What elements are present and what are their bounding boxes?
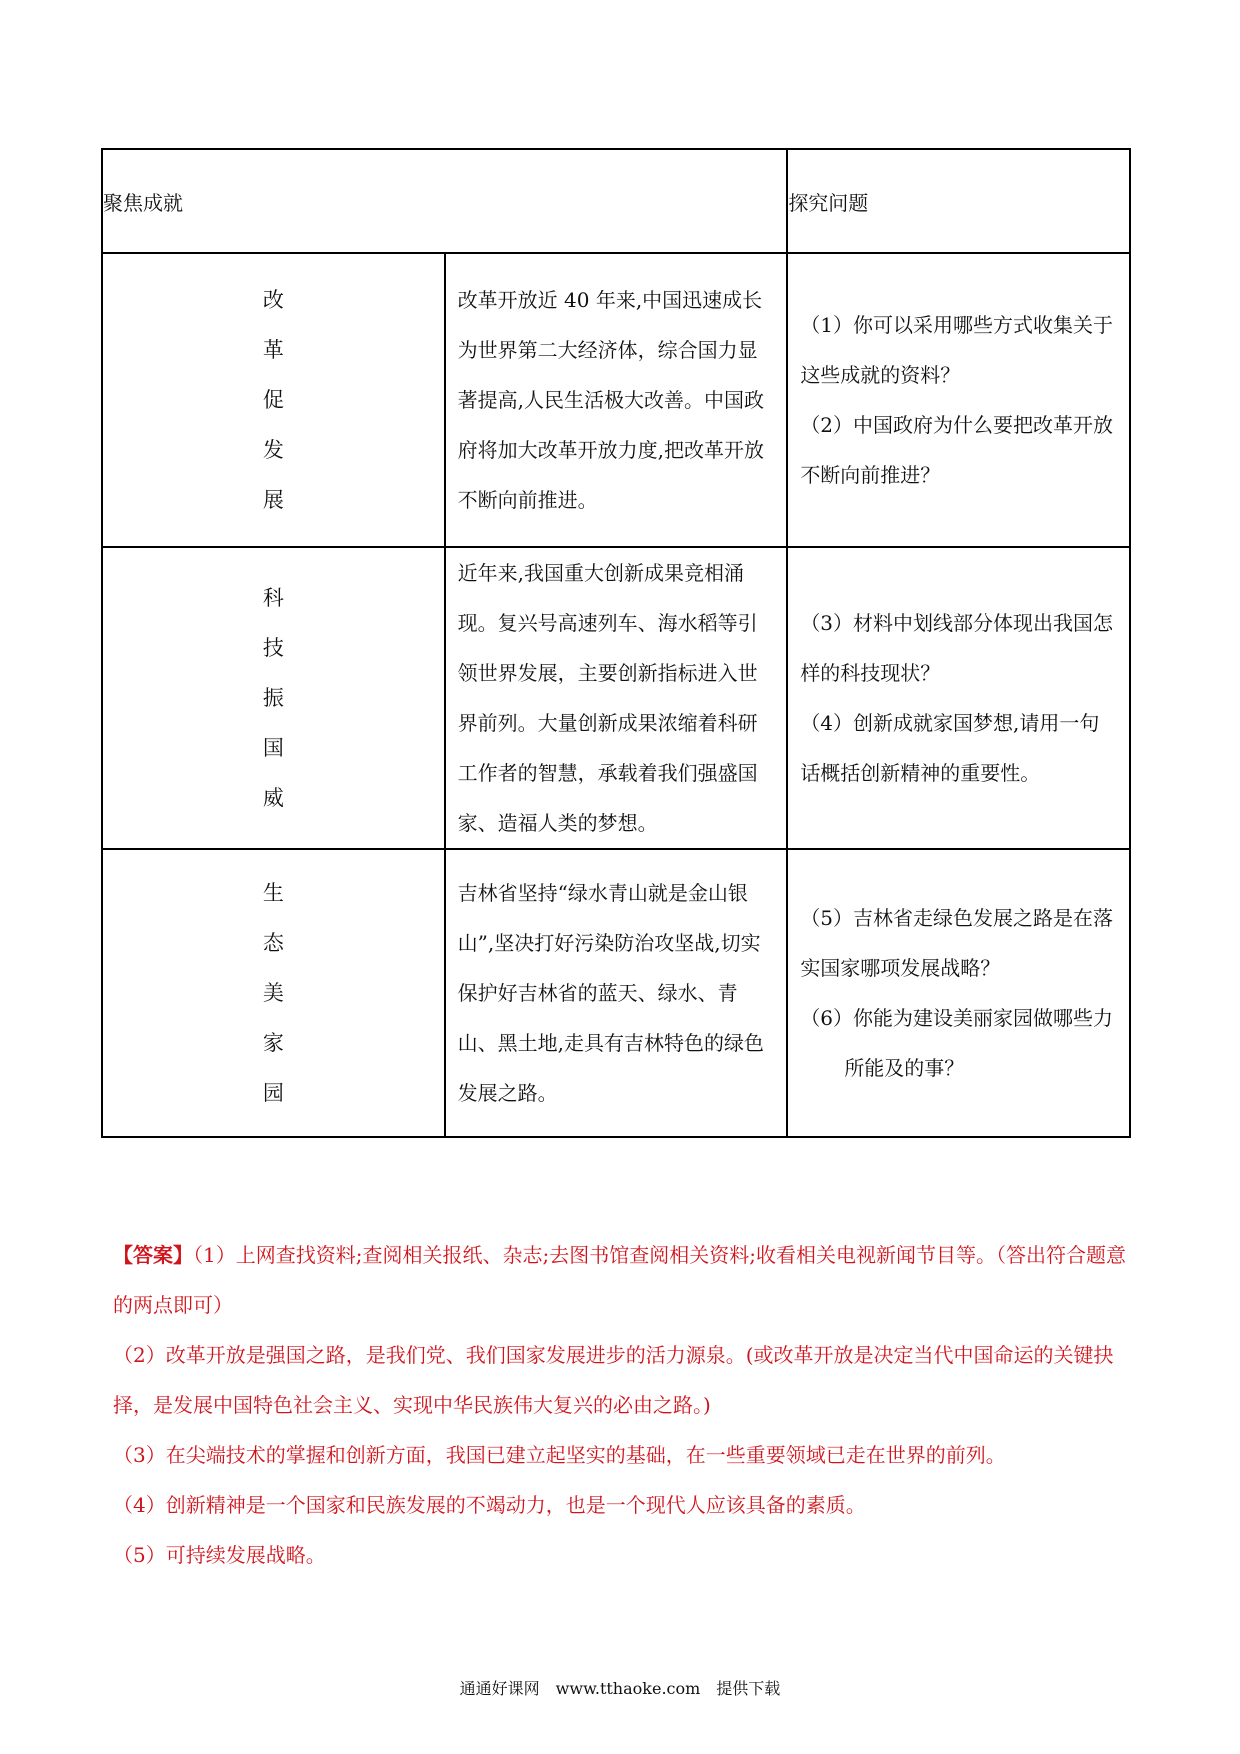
page-footer: 通通好课网 www.tthaoke.com 提供下载: [459, 1679, 781, 1698]
answer-label: 【答案】: [113, 1243, 193, 1267]
row-questions: （5）吉林省走绿色发展之路是在落实国家哪项发展战略？ （6）你能为建设美丽家园做哪些力 所能及的事？: [787, 849, 1130, 1137]
row-material: 改革开放近 40 年来,中国迅速成长为世界第二大经济体，综合国力显著提高,人民生活极大改善。中国政府将加大改革开放力度,把改革开放不断向前推进。: [445, 253, 788, 547]
row-material: 吉林省坚持“绿水青山就是金山银山”,坚决打好污染防治攻坚战,切实保护好吉林省的蓝天、绿水、青山、黑土地,走具有吉林特色的绿色发展之路。: [445, 849, 788, 1137]
row-topic: 生 态 美 家 园: [102, 849, 445, 1137]
header-focus-achievements: 聚焦成就: [102, 149, 787, 253]
answer-section: [113, 1230, 1143, 1580]
row-questions: （3）材料中划线部分体现出我国怎样的科技现状？ （4）创新成就家国梦想,请用一句话概括创新精神的重要性。: [787, 547, 1130, 849]
answer-item: （2）改革开放是强国之路，是我们党、我们国家发展进步的活力源泉。(或改革开放是决定当代中国命运的关键抉择，是发展中国特色社会主义、实现中华民族伟大复兴的必由之路。): [113, 1343, 1114, 1417]
table-row: [102, 253, 1130, 547]
answer-item: （5）可持续发展战略。: [113, 1543, 326, 1567]
table-row: [102, 547, 1130, 849]
table-row: [102, 849, 1130, 1137]
row-topic: 科 技 振 国 威: [102, 547, 445, 849]
row-material: 近年来,我国重大创新成果竞相涌现。复兴号高速列车、海水稻等引领世界发展，主要创新指标进入世界前列。大量创新成果浓缩着科研工作者的智慧，承载着我们强盛国家、造福人类的梦想。: [445, 547, 788, 849]
header-inquiry-questions: 探究问题: [787, 149, 1130, 253]
row-topic: 改 革 促 发 展: [102, 253, 445, 547]
table-header-row: [102, 149, 1130, 253]
achievements-table: [101, 148, 1131, 1138]
row-questions: （1）你可以采用哪些方式收集关于这些成就的资料？ （2）中国政府为什么要把改革开放不断向前推进？: [787, 253, 1130, 547]
answer-item: （3）在尖端技术的掌握和创新方面，我国已建立起坚实的基础，在一些重要领域已走在世界的前列。: [113, 1443, 1006, 1467]
answer-item: 【答案】（1）上网查找资料;查阅相关报纸、杂志;去图书馆查阅相关资料;收看相关电视新闻节目等。（答出符合题意的两点即可）: [113, 1243, 1126, 1317]
answer-item: （4）创新精神是一个国家和民族发展的不竭动力，也是一个现代人应该具备的素质。: [113, 1493, 866, 1517]
